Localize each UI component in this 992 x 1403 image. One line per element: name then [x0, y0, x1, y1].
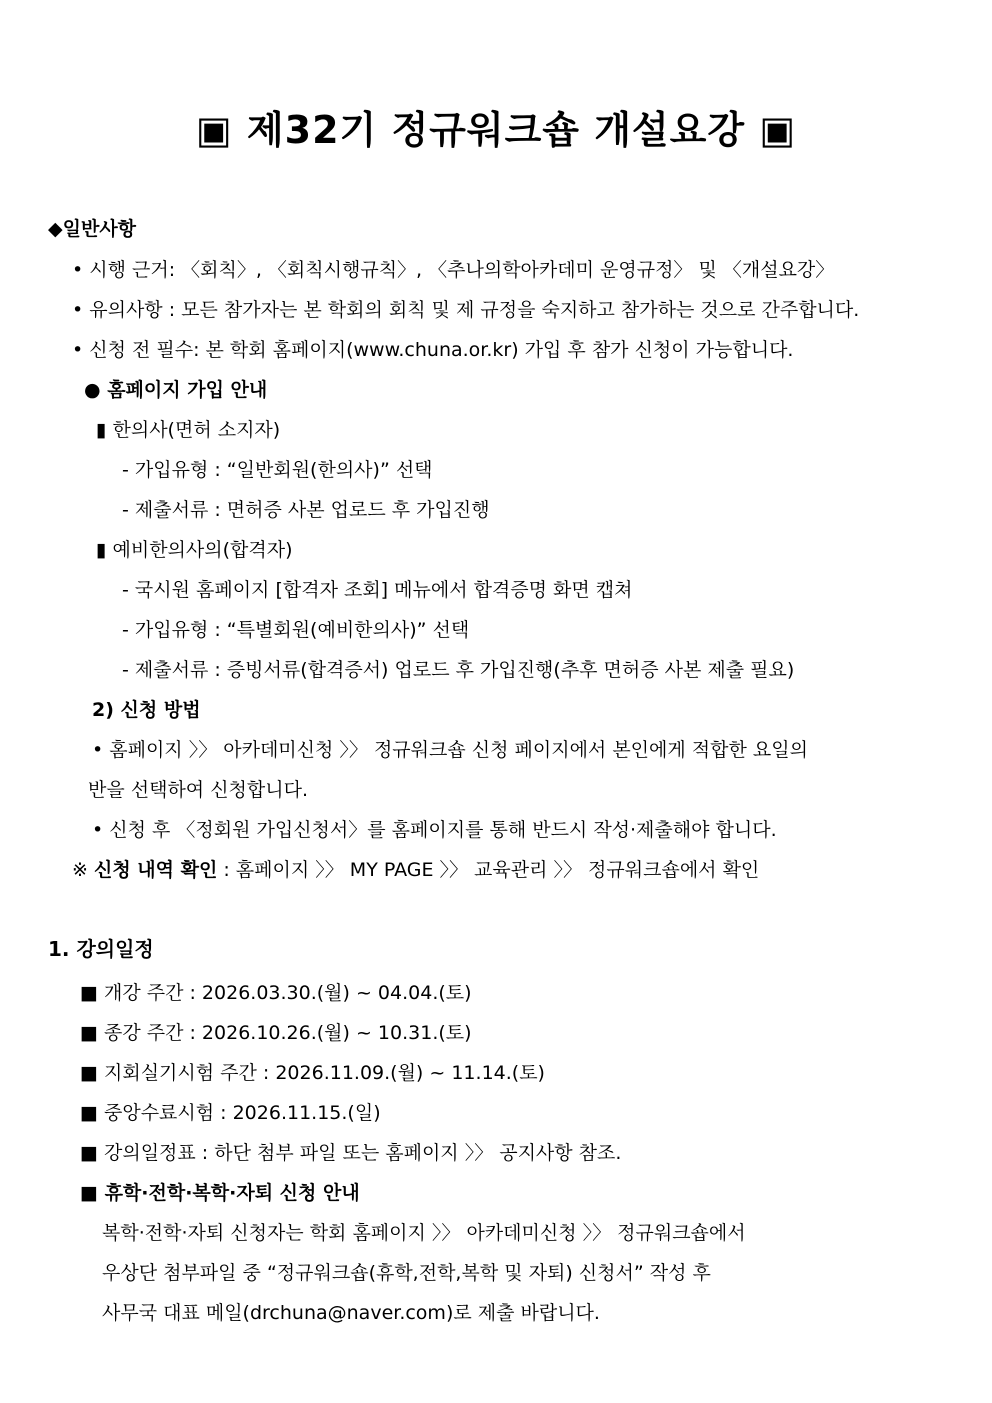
general-bullet-basis: • 시행 근거: 〈회칙〉, 〈회칙시행규칙〉, 〈추나의학아카데미 운영규정〉 및 〈개설요강〉: [72, 259, 835, 281]
method-heading: 2) 신청 방법: [92, 699, 201, 721]
leave-text: 사무국 대표 메일(drchuna@naver.com)로 제출 바랍니다.: [102, 1302, 600, 1324]
general-bullet-notice: • 유의사항 : 모든 참가자는 본 학회의 회칙 및 제 규정을 숙지하고 참가하는 것으로 간주합니다.: [72, 299, 860, 321]
doctor-label: ▮ 한의사(면허 소지자): [96, 419, 281, 441]
method-bullet-continuation: 반을 선택하여 신청합니다.: [88, 779, 309, 801]
pre-doctor-item: - 가입유형 : “특별회원(예비한의사)” 선택: [122, 619, 470, 641]
schedule-heading: 1. 강의일정: [48, 937, 154, 961]
signup-heading: ● 홈페이지 가입 안내: [84, 379, 268, 401]
document-title: ▣ 제32기 정규워크숍 개설요강 ▣: [195, 108, 797, 152]
schedule-item: ■ 중앙수료시험 : 2026.11.15.(일): [80, 1102, 381, 1124]
pre-doctor-label: ▮ 예비한의사의(합격자): [96, 539, 293, 561]
leave-heading: ■ 휴학·전학·복학·자퇴 신청 안내: [80, 1182, 360, 1204]
note-bold-label: 신청 내역 확인: [93, 859, 218, 881]
note-text: : 홈페이지 〉〉 MY PAGE 〉〉 교육관리 〉〉 정규워크숍에서 확인: [217, 859, 760, 881]
method-bullet: • 신청 후 〈정회원 가입신청서〉를 홈페이지를 통해 반드시 작성·제출해야 합니다.: [92, 819, 777, 841]
pre-doctor-item: - 제출서류 : 증빙서류(합격증서) 업로드 후 가입진행(추후 면허증 사본 제출 필요): [122, 659, 795, 681]
schedule-item: ■ 종강 주간 : 2026.10.26.(월) ~ 10.31.(토): [80, 1022, 472, 1044]
schedule-item: ■ 강의일정표 : 하단 첨부 파일 또는 홈페이지 〉〉 공지사항 참조.: [80, 1142, 622, 1164]
schedule-item: ■ 지회실기시험 주간 : 2026.11.09.(월) ~ 11.14.(토): [80, 1062, 545, 1084]
note-prefix: ※: [72, 859, 94, 881]
leave-text: 복학·전학·자퇴 신청자는 학회 홈페이지 〉〉 아카데미신청 〉〉 정규워크숍에서: [102, 1222, 746, 1244]
schedule-item: ■ 개강 주간 : 2026.03.30.(월) ~ 04.04.(토): [80, 982, 472, 1004]
general-heading: ◆일반사항: [48, 218, 137, 240]
leave-text: 우상단 첨부파일 중 “정규워크숍(휴학,전학,복학 및 자퇴) 신청서” 작성 후: [102, 1262, 711, 1284]
application-check-note: [72, 857, 759, 883]
doctor-item: - 제출서류 : 면허증 사본 업로드 후 가입진행: [122, 499, 490, 521]
pre-doctor-item: - 국시원 홈페이지 [합격자 조회] 메뉴에서 합격증명 화면 캡쳐: [122, 579, 633, 601]
method-bullet: • 홈페이지 〉〉 아카데미신청 〉〉 정규워크숍 신청 페이지에서 본인에게 적합한 요일의: [92, 739, 808, 761]
doctor-item: - 가입유형 : “일반회원(한의사)” 선택: [122, 459, 433, 481]
general-bullet-required: • 신청 전 필수: 본 학회 홈페이지(www.chuna.or.kr) 가입 후 참가 신청이 가능합니다.: [72, 339, 794, 361]
